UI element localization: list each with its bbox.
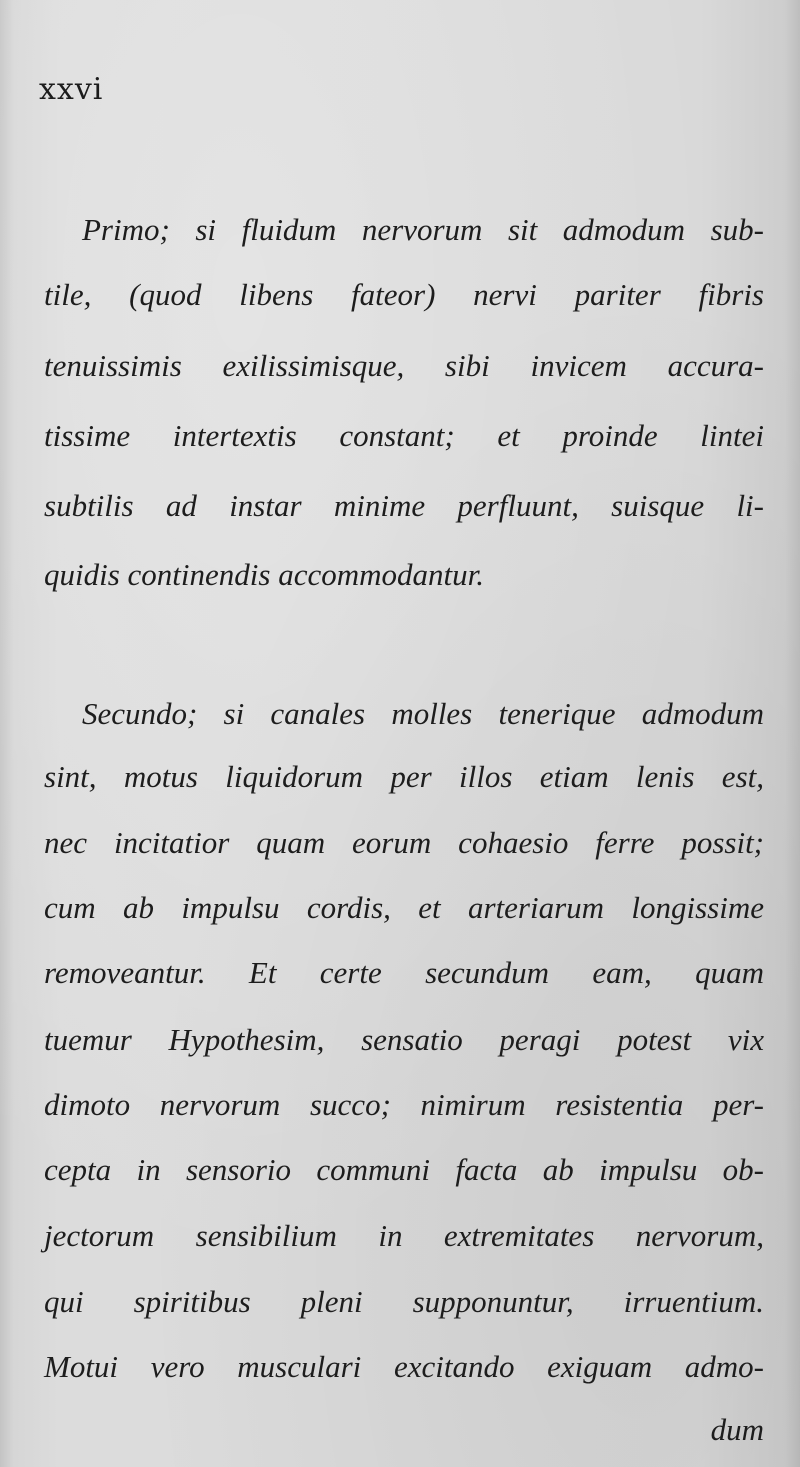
text-line: qui spiritibus pleni supponuntur, irruentium. xyxy=(44,1284,764,1319)
text-line: quidis continendis accommodantur. xyxy=(44,557,484,592)
catchword: dum xyxy=(710,1412,764,1447)
text-line: jectorum sensibilium in extremitates nervorum, xyxy=(44,1218,764,1253)
text-line: sint, motus liquidorum per illos etiam lenis est, xyxy=(44,759,764,794)
text-line: Motui vero musculari excitando exiguam admo- xyxy=(44,1349,764,1384)
text-line: tuemur Hypothesim, sensatio peragi potest vix xyxy=(44,1022,764,1057)
text-line: tissime intertextis constant; et proinde lintei xyxy=(44,418,764,453)
text-line: cum ab impulsu cordis, et arteriarum longissime xyxy=(44,890,764,925)
text-line: Secundo; si canales molles tenerique admodum xyxy=(82,696,764,731)
text-line: removeantur. Et certe secundum eam, quam xyxy=(44,955,764,990)
text-line: tenuissimis exilissimisque, sibi invicem accura- xyxy=(44,348,764,383)
text-line: nec incitatior quam eorum cohaesio ferre possit; xyxy=(44,825,764,860)
text-line: tile, (quod libens fateor) nervi pariter fibris xyxy=(44,277,764,312)
text-line: Primo; si fluidum nervorum sit admodum sub- xyxy=(82,212,764,247)
text-line: cepta in sensorio communi facta ab impulsu ob- xyxy=(44,1152,764,1187)
text-line: subtilis ad instar minime perfluunt, suisque li- xyxy=(44,488,764,523)
text-line: dimoto nervorum succo; nimirum resistentia per- xyxy=(44,1087,764,1122)
page-number: xxvi xyxy=(39,72,104,107)
